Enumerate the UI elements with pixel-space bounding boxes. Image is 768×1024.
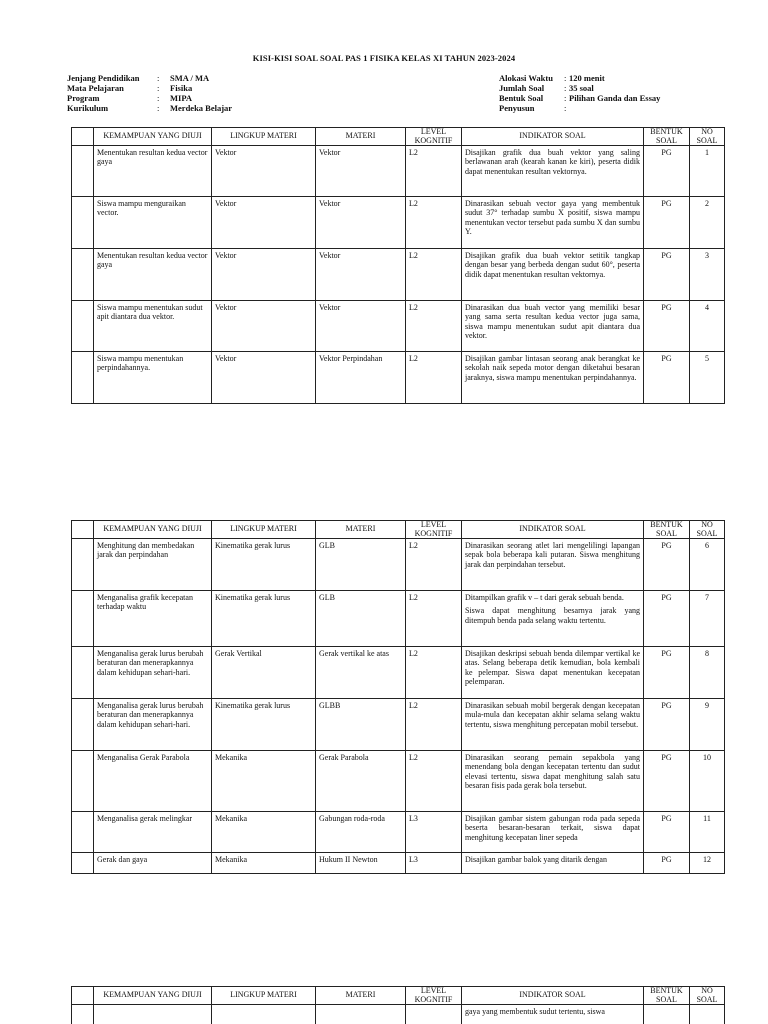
indikator-cell xyxy=(462,812,644,853)
indikator-text: Ditampilkan grafik v – t dari gerak sebuah benda. xyxy=(465,593,624,602)
kemampuan-cell: Menganalisa grafik kecepatan terhadap waktu xyxy=(94,591,212,647)
indikator-cell xyxy=(462,1005,644,1024)
lingkup-cell: Vektor xyxy=(212,301,316,352)
no-soal-cell: 2 xyxy=(690,197,725,249)
info-row xyxy=(499,83,660,93)
info-row xyxy=(67,93,232,103)
lingkup-cell: Vektor xyxy=(212,249,316,301)
kisi-kisi-table-3 xyxy=(71,986,725,1024)
row-spacer-cell xyxy=(72,1005,94,1024)
row-spacer-cell xyxy=(72,146,94,197)
table-row xyxy=(72,301,725,352)
column-header: INDIKATOR SOAL xyxy=(462,128,644,146)
column-header xyxy=(72,128,94,146)
materi-cell: Vektor xyxy=(316,146,406,197)
kemampuan-cell: Menentukan resultan kedua vector gaya xyxy=(94,146,212,197)
no-soal-cell: 1 xyxy=(690,146,725,197)
lingkup-cell: Mekanika xyxy=(212,751,316,812)
column-header: KEMAMPUAN YANG DIUJI xyxy=(94,128,212,146)
level-cell: L2 xyxy=(406,591,462,647)
table-row xyxy=(72,539,725,591)
no-soal-cell: 11 xyxy=(690,812,725,853)
info-label: Program xyxy=(67,93,100,103)
column-header: INDIKATOR SOAL xyxy=(462,987,644,1005)
info-right xyxy=(499,73,660,113)
column-header xyxy=(72,521,94,539)
level-cell: L2 xyxy=(406,699,462,751)
indikator-text: Disajikan grafik dua buah vektor setitik tangkap dengan besar yang berbeda dengan sudut 60°, peserta didik dapat menentukan resultan vektornya. xyxy=(465,251,640,279)
bentuk-cell: PG xyxy=(644,699,690,751)
bentuk-cell xyxy=(644,1005,690,1024)
column-header: KEMAMPUAN YANG DIUJI xyxy=(94,521,212,539)
kemampuan-cell: Siswa mampu menentukan sudut apit diantara dua vektor. xyxy=(94,301,212,352)
materi-cell: Gerak vertikal ke atas xyxy=(316,647,406,699)
info-value: Pilihan Ganda dan Essay xyxy=(569,93,661,103)
bentuk-cell: PG xyxy=(644,352,690,404)
column-header: LEVEL KOGNITIF xyxy=(406,987,462,1005)
info-left xyxy=(67,73,232,113)
materi-cell: GLB xyxy=(316,539,406,591)
kemampuan-cell: Menganalisa gerak lurus berubah beraturan dan menerapkannya dalam kehidupan sehari-hari. xyxy=(94,699,212,751)
column-header: MATERI xyxy=(316,521,406,539)
indikator-text: Disajikan gambar sistem gabungan roda pada sepeda beserta besaran-besaran terkait, siswa dapat menghitung kecepatan liner sepeda xyxy=(465,814,640,842)
info-value: Merdeka Belajar xyxy=(170,103,233,113)
level-cell: L2 xyxy=(406,539,462,591)
bentuk-cell: PG xyxy=(644,146,690,197)
indikator-text: Dinarasikan sebuah vector gaya yang membentuk sudut 37° terhadap sumbu X positif, siswa mampu menentukan vector tersebut pada sumbu X dan sumbu Y. xyxy=(465,199,640,236)
indikator-text: Disajikan grafik dua buah vektor yang saling berlawanan arah (kearah kanan ke kiri), peserta didik dapat menentukan resultan vektornya. xyxy=(465,148,640,176)
level-cell: L2 xyxy=(406,647,462,699)
info-colon: : xyxy=(564,103,567,113)
lingkup-cell: Vektor xyxy=(212,352,316,404)
row-spacer-cell xyxy=(72,591,94,647)
column-header: MATERI xyxy=(316,128,406,146)
column-header: LEVEL KOGNITIF xyxy=(406,521,462,539)
materi-cell xyxy=(316,1005,406,1024)
no-soal-cell xyxy=(690,1005,725,1024)
indikator-cell xyxy=(462,352,644,404)
kemampuan-cell: Menganalisa Gerak Parabola xyxy=(94,751,212,812)
lingkup-cell: Vektor xyxy=(212,146,316,197)
indikator-cell xyxy=(462,197,644,249)
column-header: MATERI xyxy=(316,987,406,1005)
bentuk-cell: PG xyxy=(644,751,690,812)
info-row xyxy=(499,103,660,113)
info-value: SMA / MA xyxy=(170,73,210,83)
row-spacer-cell xyxy=(72,751,94,812)
info-row xyxy=(499,73,660,83)
lingkup-cell: Kinematika gerak lurus xyxy=(212,699,316,751)
column-header: NO SOAL xyxy=(690,987,725,1005)
column-header: NO SOAL xyxy=(690,521,725,539)
indikator-cell xyxy=(462,751,644,812)
kemampuan-cell: Menentukan resultan kedua vector gaya xyxy=(94,249,212,301)
lingkup-cell: Kinematika gerak lurus xyxy=(212,539,316,591)
table-row xyxy=(72,853,725,874)
table-row xyxy=(72,249,725,301)
indikator-text: Disajikan deskripsi sebuah benda dilempar vertikal ke atas. Selang beberapa detik kemudian, bola kembali ke pelempar. Siswa dapat menentukan kecepatan pelemparan. xyxy=(465,649,640,686)
table-row xyxy=(72,812,725,853)
no-soal-cell: 8 xyxy=(690,647,725,699)
kisi-kisi-table-2 xyxy=(71,520,725,874)
level-cell: L2 xyxy=(406,301,462,352)
table-row xyxy=(72,352,725,404)
kemampuan-cell: Siswa mampu menguraikan vector. xyxy=(94,197,212,249)
no-soal-cell: 10 xyxy=(690,751,725,812)
column-header: LINGKUP MATERI xyxy=(212,987,316,1005)
info-value: 120 menit xyxy=(569,73,605,83)
info-colon: : xyxy=(157,103,160,113)
materi-cell: Vektor xyxy=(316,301,406,352)
column-header: LINGKUP MATERI xyxy=(212,521,316,539)
column-header: LINGKUP MATERI xyxy=(212,128,316,146)
indikator-text: Dinarasikan seorang atlet lari mengelilingi lapangan sepak bola beberapa kali putaran. Siswa menghitung jarak dan perpindahan tersebut. xyxy=(465,541,640,569)
indikator-cell xyxy=(462,249,644,301)
info-row xyxy=(67,103,232,113)
table-header-row xyxy=(72,128,725,146)
indikator-cell xyxy=(462,591,644,647)
no-soal-cell: 12 xyxy=(690,853,725,874)
info-colon: : xyxy=(157,93,160,103)
kemampuan-cell: Menghitung dan membedakan jarak dan perpindahan xyxy=(94,539,212,591)
bentuk-cell: PG xyxy=(644,647,690,699)
table-row xyxy=(72,699,725,751)
kemampuan-cell: Siswa mampu menentukan perpindahannya. xyxy=(94,352,212,404)
indikator-cell xyxy=(462,699,644,751)
lingkup-cell: Mekanika xyxy=(212,853,316,874)
bentuk-cell: PG xyxy=(644,812,690,853)
info-value: 35 soal xyxy=(569,83,594,93)
no-soal-cell: 9 xyxy=(690,699,725,751)
materi-cell: GLB xyxy=(316,591,406,647)
level-cell: L2 xyxy=(406,249,462,301)
indikator-cell xyxy=(462,301,644,352)
info-row xyxy=(67,73,232,83)
table-header-row xyxy=(72,521,725,539)
info-row xyxy=(67,83,232,93)
bentuk-cell: PG xyxy=(644,853,690,874)
info-colon: : xyxy=(564,93,567,103)
table-row xyxy=(72,146,725,197)
row-spacer-cell xyxy=(72,647,94,699)
table-row xyxy=(72,197,725,249)
info-colon: : xyxy=(157,73,160,83)
bentuk-cell: PG xyxy=(644,301,690,352)
column-header: NO SOAL xyxy=(690,128,725,146)
column-header: KEMAMPUAN YANG DIUJI xyxy=(94,987,212,1005)
lingkup-cell: Gerak Vertikal xyxy=(212,647,316,699)
row-spacer-cell xyxy=(72,352,94,404)
row-spacer-cell xyxy=(72,539,94,591)
materi-cell: Gerak Parabola xyxy=(316,751,406,812)
kemampuan-cell: Gerak dan gaya xyxy=(94,853,212,874)
no-soal-cell: 4 xyxy=(690,301,725,352)
table-row xyxy=(72,647,725,699)
bentuk-cell: PG xyxy=(644,539,690,591)
indikator-text: Dinarasikan seorang pemain sepakbola yang menendang bola dengan kecepatan tertentu dan sudut elevasi tertentu, siswa dapat menghitung salah satu besaran fisis pada gerak bola tersebut. xyxy=(465,753,640,790)
kemampuan-cell: Menganalisa gerak melingkar xyxy=(94,812,212,853)
info-label: Jenjang Pendidikan xyxy=(67,73,140,83)
row-spacer-cell xyxy=(72,812,94,853)
level-cell xyxy=(406,1005,462,1024)
indikator-cell xyxy=(462,146,644,197)
row-spacer-cell xyxy=(72,699,94,751)
info-colon: : xyxy=(564,83,567,93)
materi-cell: Vektor xyxy=(316,197,406,249)
materi-cell: Vektor Perpindahan xyxy=(316,352,406,404)
kemampuan-cell: Menganalisa gerak lurus berubah beraturan dan menerapkannya dalam kehidupan sehari-hari. xyxy=(94,647,212,699)
indikator-cell xyxy=(462,853,644,874)
info-label: Bentuk Soal xyxy=(499,93,544,103)
column-header xyxy=(72,987,94,1005)
no-soal-cell: 3 xyxy=(690,249,725,301)
materi-cell: Vektor xyxy=(316,249,406,301)
bentuk-cell: PG xyxy=(644,249,690,301)
row-spacer-cell xyxy=(72,249,94,301)
info-label: Mata Pelajaran xyxy=(67,83,124,93)
indikator-cell xyxy=(462,647,644,699)
column-header: INDIKATOR SOAL xyxy=(462,521,644,539)
no-soal-cell: 7 xyxy=(690,591,725,647)
level-cell: L2 xyxy=(406,751,462,812)
level-cell: L2 xyxy=(406,352,462,404)
materi-cell: Hukum II Newton xyxy=(316,853,406,874)
level-cell: L3 xyxy=(406,853,462,874)
no-soal-cell: 6 xyxy=(690,539,725,591)
lingkup-cell xyxy=(212,1005,316,1024)
materi-cell: Gabungan roda-roda xyxy=(316,812,406,853)
lingkup-cell: Kinematika gerak lurus xyxy=(212,591,316,647)
row-spacer-cell xyxy=(72,301,94,352)
kemampuan-cell xyxy=(94,1005,212,1024)
indikator-text: Siswa dapat menghitung besarnya jarak yang ditempuh benda pada selang waktu tertentu. xyxy=(465,606,640,625)
indikator-text: gaya yang membentuk sudut tertentu, siswa xyxy=(465,1007,605,1016)
indikator-text: Disajikan gambar balok yang ditarik dengan xyxy=(465,855,607,864)
column-header: BENTUK SOAL xyxy=(644,128,690,146)
column-header: BENTUK SOAL xyxy=(644,987,690,1005)
table-header-row xyxy=(72,987,725,1005)
level-cell: L3 xyxy=(406,812,462,853)
info-colon: : xyxy=(157,83,160,93)
info-value: MIPA xyxy=(170,93,193,103)
table-row xyxy=(72,591,725,647)
info-label: Jumlah Soal xyxy=(499,83,545,93)
row-spacer-cell xyxy=(72,853,94,874)
no-soal-cell: 5 xyxy=(690,352,725,404)
info-row xyxy=(499,93,660,103)
materi-cell: GLBB xyxy=(316,699,406,751)
level-cell: L2 xyxy=(406,197,462,249)
bentuk-cell: PG xyxy=(644,591,690,647)
column-header: BENTUK SOAL xyxy=(644,521,690,539)
info-label: Alokasi Waktu xyxy=(499,73,553,83)
info-colon: : xyxy=(564,73,567,83)
info-label: Kurikulum xyxy=(67,103,109,113)
document-title: KISI-KISI SOAL SOAL PAS 1 FISIKA KELAS XI TAHUN 2023-2024 xyxy=(252,53,516,63)
level-cell: L2 xyxy=(406,146,462,197)
lingkup-cell: Mekanika xyxy=(212,812,316,853)
indikator-text: Disajikan gambar lintasan seorang anak berangkat ke sekolah naik sepeda motor dengan diketahui besaran jaraknya, siswa mampu menentukan perpindahannya. xyxy=(465,354,640,382)
info-value: Fisika xyxy=(170,83,193,93)
column-header: LEVEL KOGNITIF xyxy=(406,128,462,146)
indikator-text: Dinarasikan dua buah vector yang memiliki besar yang sama serta resultan kedua vector juga sama, siswa mampu menentukan sudut apit diantara dua vektor. xyxy=(465,303,640,340)
indikator-text: Dinarasikan sebuah mobil bergerak dengan kecepatan mula-mula dan kecepatan akhir selama selang waktu tertentu, siswa menghitung percepatan mobil tersebut. xyxy=(465,701,640,729)
bentuk-cell: PG xyxy=(644,197,690,249)
kisi-kisi-table-1 xyxy=(71,127,725,404)
table-row xyxy=(72,751,725,812)
lingkup-cell: Vektor xyxy=(212,197,316,249)
table-row xyxy=(72,1005,725,1024)
info-label: Penyusun xyxy=(499,103,535,113)
indikator-cell xyxy=(462,539,644,591)
row-spacer-cell xyxy=(72,197,94,249)
